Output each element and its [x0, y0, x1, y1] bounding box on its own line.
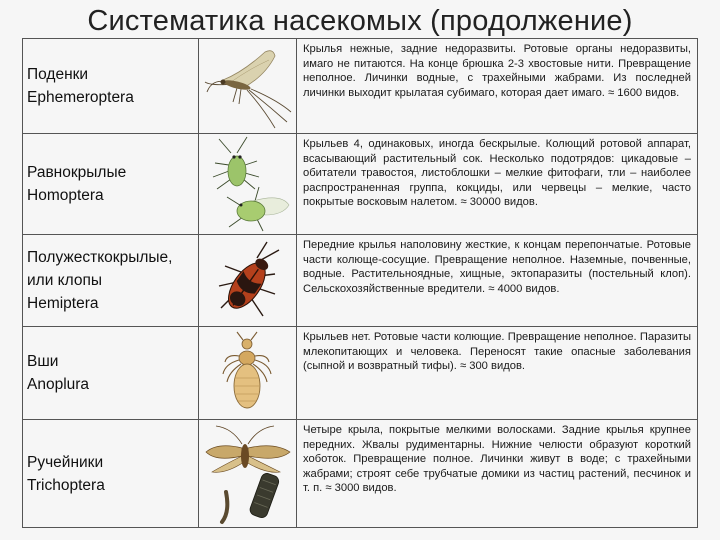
order-name-ru: Равнокрылые [27, 164, 127, 181]
order-name-cell [23, 420, 199, 527]
page-title: Систематика насекомых (продолжение) [87, 5, 633, 37]
insect-table [22, 38, 698, 528]
order-name-cell [23, 327, 199, 419]
insect-image-cell [199, 235, 297, 326]
insect-image-cell [199, 327, 297, 419]
mayfly-icon [203, 42, 293, 130]
bug-icon [203, 236, 293, 326]
table-row [23, 235, 697, 327]
order-description: Четыре крыла, покрытые мелкими волосками. Задние крылья крупнее передних. Жвалы рудиментарны. Нижние челюсти образуют короткий хоботок. Превращение полное. Личинки живут в воде; с трахейными жабрами; строят себе трубчатые домики из частиц растений, песчинок и т. п. ≈ 3000 видов. [303, 424, 691, 495]
order-name-ru: Вши [27, 353, 59, 370]
order-description: Крыльев нет. Ротовые части колющие. Превращение неполное. Паразиты млекопитающих и человека. Переносят такие опасные заболевания (сыпной и возвратный тифы). ≈ 300 видов. [303, 331, 691, 373]
order-description: Крылья нежные, задние недоразвиты. Ротовые органы недоразвиты, имаго не питаются. На конце брюшка 2-3 хвостовые нити. Превращение неполное. Личинки водные, с трахейными жабрами. Из последней личинки выходит крылатая субимаго, которая дает имаго. ≈ 1600 видов. [303, 43, 691, 99]
order-description: Передние крылья наполовину жесткие, к концам перепончатые. Ротовые части колюще-сосущие. Превращение неполное. Наземные, почвенные, водные. Растительноядные, хищные, эктопаразиты (постельный клоп). Сельскохозяйственные вредители. ≈ 4000 видов. [303, 239, 691, 295]
table-row [23, 327, 697, 420]
insect-image-cell [199, 420, 297, 527]
order-name-ru: Полужесткокрылые, [27, 249, 173, 266]
order-name-ru-alt: или клопы [27, 272, 102, 289]
order-name-ru: Поденки [27, 66, 89, 83]
table-row [23, 134, 697, 235]
order-name-cell [23, 134, 199, 234]
insect-image-cell [199, 39, 297, 133]
order-name-cell [23, 39, 199, 133]
order-name-latin: Ephemeroptera [27, 89, 134, 106]
order-name-latin: Trichoptera [27, 476, 105, 494]
table-row [23, 420, 697, 527]
insect-image-cell [199, 134, 297, 234]
order-name-latin: Hemiptera [27, 295, 99, 312]
order-name-latin: Anoplura [27, 376, 90, 393]
order-name-latin: Homoptera [27, 187, 104, 204]
order-name-cell [23, 235, 199, 326]
order-name-ru: Ручейники [27, 453, 104, 471]
aphid-icon [203, 135, 293, 233]
order-description: Крыльев 4, одинаковых, иногда бескрылые. Колющий ротовой аппарат, всасывающий растительный сок. Несколько подотрядов: цикадовые – обитатели травостоя, листоблошки – мелкие фитофаги, тли – наиболее распространенная группа, кокциды, или червецы – мелкие, часто покрытые восковым налетом. ≈ 30000 видов. [303, 138, 691, 209]
caddisfly-icon [202, 422, 294, 526]
louse-icon [203, 328, 293, 418]
table-row [23, 39, 697, 134]
